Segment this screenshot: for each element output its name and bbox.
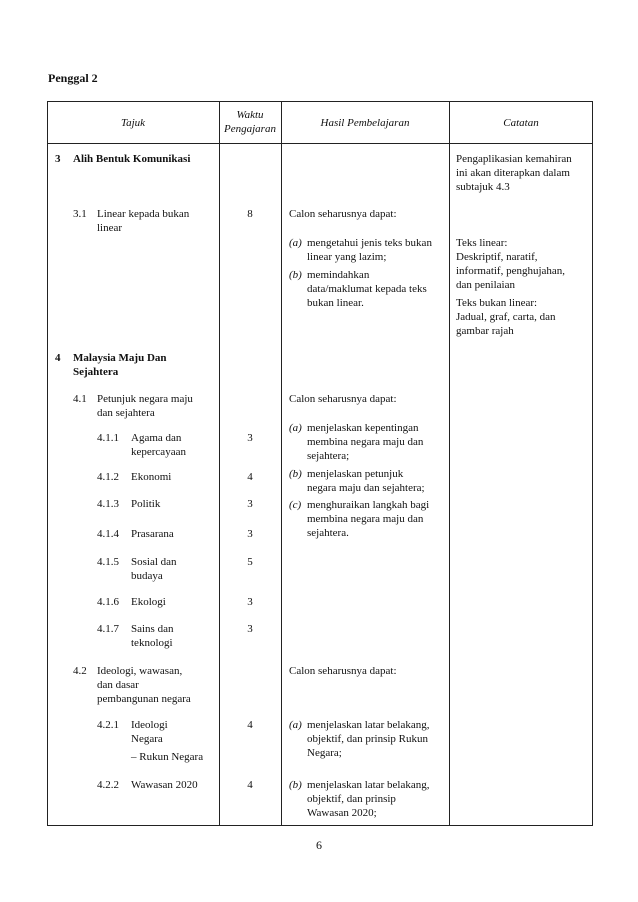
topic-4-1-outcome-c-line2: membina negara maju dan — [307, 513, 424, 525]
topic-3-1-outcome-a-label: (a) — [289, 237, 302, 249]
topic-4-2-number: 4.2 — [73, 665, 87, 677]
section-3-number: 3 — [55, 153, 61, 165]
topic-3-1-hours: 8 — [247, 208, 253, 220]
topic-4-2-outcome-a-line2: objektif, dan prinsip Rukun — [307, 733, 428, 745]
subtopic-4-2-1-title-line2: Negara — [131, 733, 163, 745]
topic-4-1-outcome-c-line3: sejahtera. — [307, 527, 349, 539]
topic-4-2-outcome-a-label: (a) — [289, 719, 302, 731]
subtopic-number: 4.1.7 — [97, 623, 119, 635]
topic-4-1-title-line1: Petunjuk negara maju — [97, 393, 193, 405]
subtopic-4-2-2-hours: 4 — [247, 779, 253, 791]
section-4-number: 4 — [55, 352, 61, 364]
subtopic-4-2-2-title: Wawasan 2020 — [131, 779, 198, 791]
topic-3-1-note-a-line2: Deskriptif, naratif, — [456, 251, 538, 263]
topic-3-1-outcome-a-line2: linear yang lazim; — [307, 251, 387, 263]
topic-3-1-note-b-line3: gambar rajah — [456, 325, 514, 337]
subtopic-4-2-1-title-line3: – Rukun Negara — [131, 751, 204, 763]
topic-4-2-outcome-b-line1: menjelaskan latar belakang, — [307, 779, 430, 791]
subtopic-number: 4.1.6 — [97, 596, 119, 608]
subtopic-hours: 3 — [247, 498, 253, 510]
topic-4-1-title-line2: dan sejahtera — [97, 407, 155, 419]
header-divider — [47, 143, 593, 144]
subtopic-title-line2: teknologi — [131, 637, 173, 649]
subtopic-title-line2: kepercayaan — [131, 446, 186, 458]
subtopic-hours: 3 — [247, 528, 253, 540]
topic-4-1-outcome-intro: Calon seharusnya dapat: — [289, 393, 397, 405]
section-3-note-line2: ini akan diterapkan dalam — [456, 167, 570, 179]
topic-3-1-outcome-b-line1: memindahkan — [307, 269, 370, 281]
topic-4-1-outcome-a-line3: sejahtera; — [307, 450, 350, 462]
subtopic-hours: 5 — [247, 556, 253, 568]
topic-4-1-outcome-a-line1: menjelaskan kepentingan — [307, 422, 419, 434]
subtopic-4-2-1-hours: 4 — [247, 719, 253, 731]
header-hasil: Hasil Pembelajaran — [320, 117, 410, 129]
topic-4-2-outcome-b-line2: objektif, dan prinsip — [307, 793, 396, 805]
section-3-title: Alih Bentuk Komunikasi — [73, 153, 191, 165]
topic-4-2-outcome-intro: Calon seharusnya dapat: — [289, 665, 397, 677]
subtopic-number: 4.1.1 — [97, 432, 119, 444]
column-divider-2 — [281, 101, 282, 826]
subtopic-hours: 3 — [247, 596, 253, 608]
header-waktu-line2: Pengajaran — [224, 123, 276, 135]
page-number: 6 — [316, 838, 322, 852]
topic-3-1-outcome-intro: Calon seharusnya dapat: — [289, 208, 397, 220]
header-tajuk: Tajuk — [120, 117, 146, 129]
topic-4-1-number: 4.1 — [73, 393, 87, 405]
subtopic-title-line1: Sosial dan — [131, 556, 177, 568]
subtopic-title-line1: Politik — [131, 498, 161, 510]
topic-4-2-title-line3: pembangunan negara — [97, 693, 191, 705]
section-3-note-line3: subtajuk 4.3 — [456, 181, 510, 193]
topic-3-1-note-a-line3: informatif, penghujahan, — [456, 265, 566, 277]
header-catatan: Catatan — [503, 117, 539, 129]
topic-4-2-outcome-b-line3: Wawasan 2020; — [307, 807, 377, 819]
topic-4-1-outcome-c-line1: menghuraikan langkah bagi — [307, 499, 430, 511]
topic-3-1-outcome-b-line2: data/maklumat kepada teks — [307, 283, 427, 295]
topic-4-1-outcome-b-label: (b) — [289, 468, 302, 480]
column-divider-3 — [449, 101, 450, 826]
subtopic-title-line2: budaya — [131, 570, 163, 582]
topic-4-2-outcome-a-line3: Negara; — [307, 747, 342, 759]
topic-4-1-outcome-b-line1: menjelaskan petunjuk — [307, 468, 404, 480]
subtopic-4-2-1-title-line1: Ideologi — [131, 719, 168, 731]
subtopic-hours: 3 — [247, 623, 253, 635]
topic-3-1-note-a-line4: dan penilaian — [456, 279, 515, 291]
topic-4-1-outcome-a-label: (a) — [289, 422, 302, 434]
section-3-note-line1: Pengaplikasian kemahiran — [456, 153, 572, 165]
topic-4-2-title-line1: Ideologi, wawasan, — [97, 665, 183, 677]
topic-3-1-outcome-b-label: (b) — [289, 269, 302, 281]
topic-3-1-title-line2: linear — [97, 222, 123, 234]
subtopic-4-2-1-number: 4.2.1 — [97, 719, 119, 731]
topic-3-1-note-b-line1: Teks bukan linear: — [456, 297, 538, 309]
topic-4-1-outcome-b-line2: negara maju dan sejahtera; — [307, 482, 425, 494]
subtopic-title-line1: Sains dan — [131, 623, 174, 635]
topic-3-1-number: 3.1 — [73, 208, 87, 220]
subtopic-number: 4.1.4 — [97, 528, 119, 540]
topic-4-2-outcome-a-line1: menjelaskan latar belakang, — [307, 719, 430, 731]
topic-3-1-title-line1: Linear kepada bukan — [97, 208, 190, 220]
subtopic-title-line1: Prasarana — [131, 528, 174, 540]
subtopic-hours: 3 — [247, 432, 253, 444]
topic-4-1-outcome-c-label: (c) — [289, 499, 302, 511]
section-4-title-line1: Malaysia Maju Dan — [73, 352, 167, 364]
subtopic-number: 4.1.5 — [97, 556, 119, 568]
subtopic-title-line1: Agama dan — [131, 432, 182, 444]
topic-4-2-title-line2: dan dasar — [97, 679, 139, 691]
topic-3-1-note-a-line1: Teks linear: — [456, 237, 508, 249]
subtopic-number: 4.1.3 — [97, 498, 119, 510]
topic-3-1-note-b-line2: Jadual, graf, carta, dan — [456, 311, 556, 323]
section-4-title-line2: Sejahtera — [73, 366, 119, 378]
subtopic-title-line1: Ekonomi — [131, 471, 172, 483]
section-title: Penggal 2 — [48, 71, 98, 85]
header-waktu-line1: Waktu — [236, 109, 264, 121]
topic-4-2-outcome-b-label: (b) — [289, 779, 302, 791]
subtopic-title-line1: Ekologi — [131, 596, 166, 608]
subtopic-hours: 4 — [247, 471, 253, 483]
topic-3-1-outcome-b-line3: bukan linear. — [307, 297, 364, 309]
subtopic-4-2-2-number: 4.2.2 — [97, 779, 119, 791]
subtopic-number: 4.1.2 — [97, 471, 119, 483]
topic-4-1-outcome-a-line2: membina negara maju dan — [307, 436, 424, 448]
topic-3-1-outcome-a-line1: mengetahui jenis teks bukan — [307, 237, 432, 249]
